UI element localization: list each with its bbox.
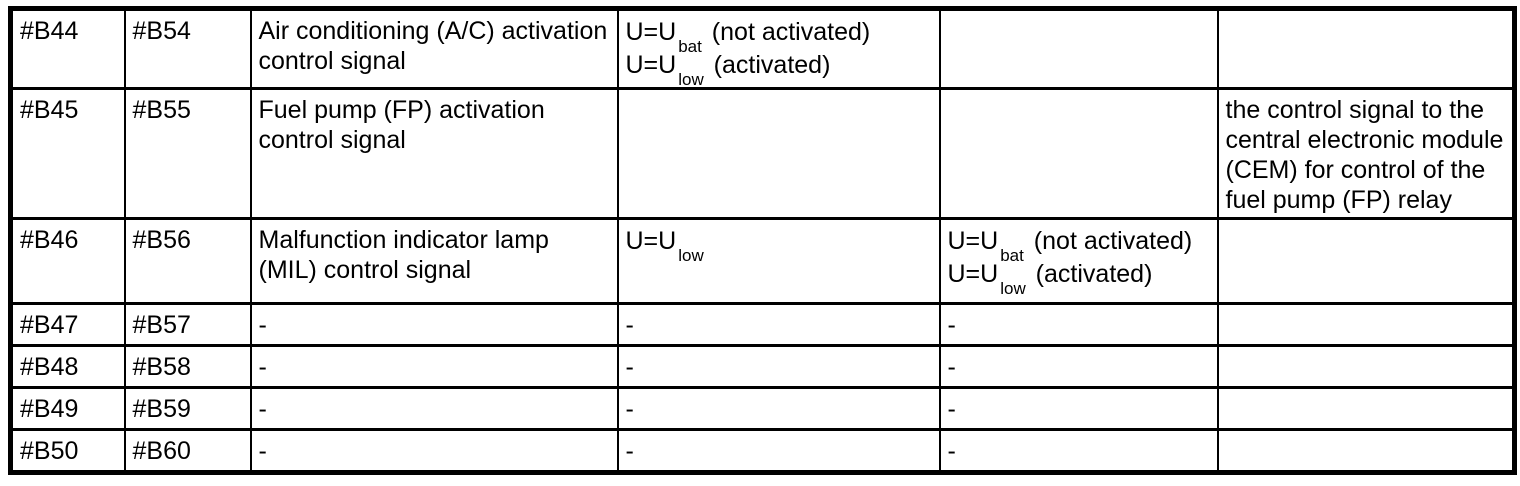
state-cell	[940, 9, 1218, 89]
state-cell	[940, 89, 1218, 219]
description-cell: -	[251, 430, 618, 473]
pin-b-cell: #B55	[125, 89, 251, 219]
description-line: control signal	[258, 47, 406, 75]
note-cell	[1218, 89, 1515, 219]
pin-a-cell: #B44	[11, 9, 125, 89]
note-line: fuel pump (FP) relay	[1225, 186, 1452, 214]
description-line: Fuel pump (FP) activation	[258, 96, 545, 124]
signal-cell	[618, 219, 940, 304]
table-row-b48	[11, 346, 1515, 388]
voltage-line	[625, 225, 933, 265]
pin-a-cell: #B47	[11, 304, 125, 346]
voltage-base: U=U	[947, 260, 999, 288]
description-cell	[251, 89, 618, 219]
voltage-line	[947, 258, 1211, 298]
voltage-subscript: bat	[1000, 246, 1024, 265]
voltage-base: U=U	[625, 51, 677, 79]
voltage-qualifier: (activated)	[706, 51, 831, 79]
description-cell: -	[251, 304, 618, 346]
pin-a-cell: #B50	[11, 430, 125, 473]
table-row-b46	[11, 219, 1515, 304]
state-cell: -	[940, 346, 1218, 388]
pin-b-cell: #B56	[125, 219, 251, 304]
note-cell	[1218, 346, 1515, 388]
voltage-subscript: bat	[678, 37, 702, 56]
voltage-line	[625, 49, 933, 89]
note-cell	[1218, 304, 1515, 346]
signal-cell	[618, 9, 940, 89]
pin-a-cell: #B46	[11, 219, 125, 304]
voltage-base: U=U	[625, 227, 677, 255]
state-cell: -	[940, 430, 1218, 473]
description-cell	[251, 219, 618, 304]
note-line: (CEM) for control of the	[1225, 156, 1486, 184]
signal-cell: -	[618, 388, 940, 430]
pin-b-cell: #B54	[125, 9, 251, 89]
connector-pin-signal-table	[8, 6, 1517, 475]
table-row-b45	[11, 89, 1515, 219]
signal-cell: -	[618, 430, 940, 473]
signal-cell: -	[618, 346, 940, 388]
table-row-b49	[11, 388, 1515, 430]
signal-cell: -	[618, 304, 940, 346]
description-line: control signal	[258, 126, 406, 154]
table-row-b44	[11, 9, 1515, 89]
state-cell: -	[940, 388, 1218, 430]
description-line: Air conditioning (A/C) activation	[258, 17, 608, 45]
note-cell	[1218, 219, 1515, 304]
voltage-line	[625, 16, 933, 56]
pin-b-cell: #B59	[125, 388, 251, 430]
pin-b-cell: #B57	[125, 304, 251, 346]
table-row-b50	[11, 430, 1515, 473]
voltage-qualifier: (not activated)	[1026, 227, 1193, 255]
description-line: (MIL) control signal	[258, 256, 472, 284]
pin-a-cell: #B49	[11, 388, 125, 430]
voltage-qualifier: (activated)	[1028, 260, 1153, 288]
description-cell: -	[251, 346, 618, 388]
voltage-base: U=U	[625, 18, 677, 46]
description-line: Malfunction indicator lamp	[258, 226, 549, 254]
pin-a-cell: #B48	[11, 346, 125, 388]
note-line: the control signal to the	[1225, 96, 1484, 124]
voltage-subscript: low	[678, 246, 704, 265]
note-cell	[1218, 9, 1515, 89]
note-line: central electronic module	[1225, 126, 1504, 154]
note-cell	[1218, 388, 1515, 430]
pin-b-cell: #B60	[125, 430, 251, 473]
voltage-subscript: low	[1000, 279, 1026, 298]
note-cell	[1218, 430, 1515, 473]
pin-a-cell: #B45	[11, 89, 125, 219]
table-row-b47	[11, 304, 1515, 346]
pin-b-cell: #B58	[125, 346, 251, 388]
state-cell: -	[940, 304, 1218, 346]
voltage-qualifier: (not activated)	[704, 18, 871, 46]
voltage-base: U=U	[947, 227, 999, 255]
description-cell	[251, 9, 618, 89]
signal-cell	[618, 89, 940, 219]
description-cell: -	[251, 388, 618, 430]
voltage-subscript: low	[678, 70, 704, 89]
voltage-line	[947, 225, 1211, 265]
state-cell	[940, 219, 1218, 304]
